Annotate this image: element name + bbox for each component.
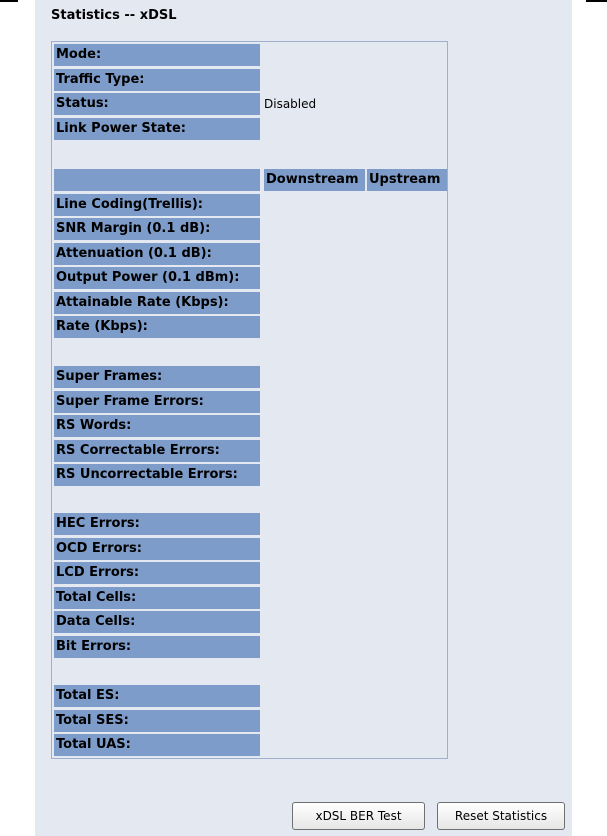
statistics-table bbox=[51, 41, 448, 759]
top-border-right bbox=[586, 0, 607, 2]
reset-statistics-button[interactable]: Reset Statistics bbox=[437, 802, 565, 830]
row-label: Total UAS: bbox=[54, 734, 260, 756]
row-label: Link Power State: bbox=[54, 118, 260, 140]
downstream-header: Downstream bbox=[264, 169, 365, 191]
row-label: Super Frame Errors: bbox=[54, 391, 260, 413]
row-label: Total Cells: bbox=[54, 587, 260, 609]
row-label: Traffic Type: bbox=[54, 69, 260, 91]
row-label: Super Frames: bbox=[54, 366, 260, 388]
row-label: Bit Errors: bbox=[54, 636, 260, 658]
row-label: Output Power (0.1 dBm): bbox=[54, 267, 260, 289]
row-label: Total SES: bbox=[54, 710, 260, 732]
row-label: Status: bbox=[54, 93, 260, 115]
row-label: RS Words: bbox=[54, 415, 260, 437]
top-border-left bbox=[0, 0, 18, 2]
row-label: SNR Margin (0.1 dB): bbox=[54, 218, 260, 240]
page-title: Statistics -- xDSL bbox=[51, 8, 177, 23]
status-value: Disabled bbox=[264, 97, 317, 111]
xdsl-ber-test-button[interactable]: xDSL BER Test bbox=[292, 802, 425, 830]
row-label: Mode: bbox=[54, 44, 260, 66]
row-label: Attenuation (0.1 dB): bbox=[54, 243, 260, 265]
row-label: Data Cells: bbox=[54, 611, 260, 633]
row-label: Attainable Rate (Kbps): bbox=[54, 292, 260, 314]
row-label: LCD Errors: bbox=[54, 562, 260, 584]
row-label: OCD Errors: bbox=[54, 538, 260, 560]
row-label: HEC Errors: bbox=[54, 513, 260, 535]
upstream-header: Upstream bbox=[367, 169, 447, 191]
content-panel bbox=[35, 0, 572, 836]
row-label: RS Uncorrectable Errors: bbox=[54, 464, 260, 486]
row-label: Rate (Kbps): bbox=[54, 316, 260, 338]
row-label: RS Correctable Errors: bbox=[54, 440, 260, 462]
line-header-blank bbox=[54, 169, 260, 191]
row-label: Line Coding(Trellis): bbox=[54, 194, 260, 216]
row-label: Total ES: bbox=[54, 685, 260, 707]
